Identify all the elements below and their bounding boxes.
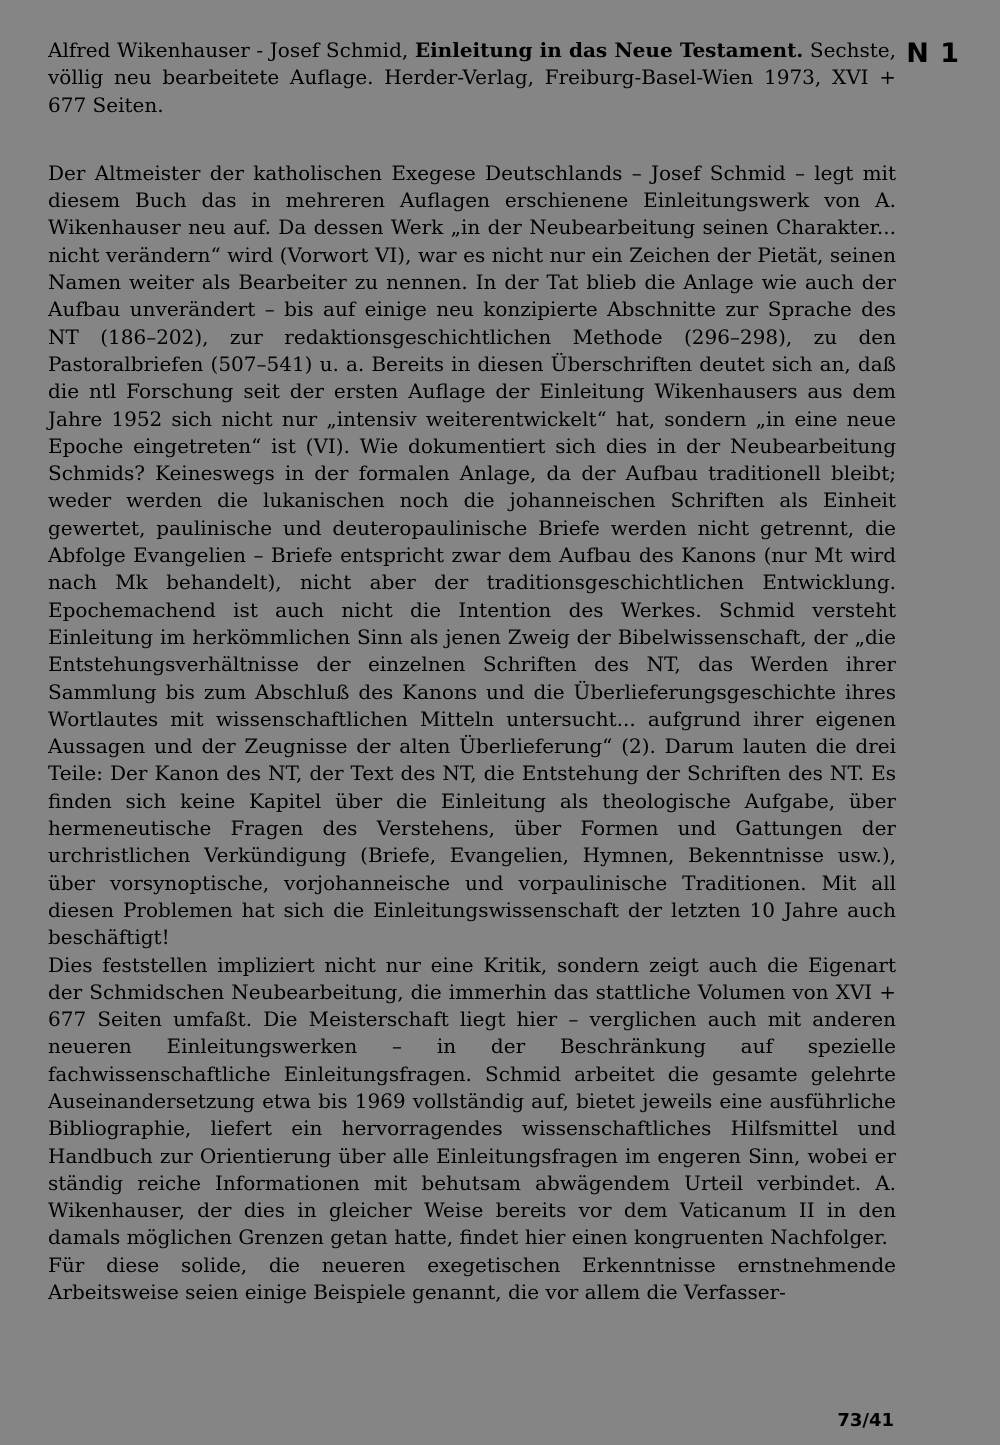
reference-details: Sechste, völlig neu bearbeitete Auflage. Herder-Verlag, Freiburg-Basel-Wien 1973, XVI + 677 Seiten. bbox=[48, 38, 896, 117]
section-mark: N 1 bbox=[906, 38, 960, 69]
page-number: 73/41 bbox=[837, 1410, 894, 1431]
review-body bbox=[48, 37, 896, 1306]
reference-authors: Alfred Wikenhauser - Josef Schmid, bbox=[48, 38, 415, 62]
paragraph: Dies feststellen impliziert nicht nur eine Kritik, sondern zeigt auch die Eigenart der Schmidschen Neubearbeitung, die immerhin das stattliche Volumen von XVI + 677 Seiten umfaßt. Die Meisterschaft liegt hier – verglichen auch mit anderen neueren Einleitungswerken – in der Beschränkung auf spezielle fachwissenschaftliche Einleitungsfragen. Schmid arbeitet die gesamte gelehrte Auseinandersetzung etwa bis 1969 vollständig auf, bietet jeweils eine ausführliche Bibliographie, liefert ein hervorragendes wissenschaftliches Hilfsmittel und Handbuch zur Orientierung über alle Einleitungsfragen im engeren Sinn, wobei er ständig reiche Informationen mit behutsam abwägendem Urteil verbindet. A. Wikenhauser, der dies in gleicher Weise bereits vor dem Vaticanum II in den damals möglichen Grenzen getan hatte, findet hier einen kongruenten Nachfolger. bbox=[48, 952, 896, 1250]
book-reference bbox=[48, 37, 896, 119]
paragraph: Der Altmeister der katholischen Exegese Deutschlands – Josef Schmid – legt mit diesem Buch das in mehreren Auflagen erschienene Einleitungswerk von A. Wikenhauser neu auf. Da dessen Werk „in der Neubearbeitung seinen Charakter... nicht verändern“ wird (Vorwort VI), war es nicht nur ein Zeichen der Pietät, seinen Namen weiter als Bearbeiter zu nennen. In der Tat blieb die Anlage wie auch der Aufbau unverändert – bis auf einige neu konzipierte Abschnitte zur Sprache des NT (186–202), zur redaktionsgeschichtlichen Methode (296–298), zu den Pastoralbriefen (507–541) u. a. Bereits in diesen Überschriften deutet sich an, daß die ntl Forschung seit der ersten Auflage der Einleitung Wikenhausers aus dem Jahre 1952 sich nicht nur „intensiv weiterentwickelt“ hat, sondern „in eine neue Epoche eingetreten“ ist (VI). Wie dokumentiert sich dies in der Neubearbeitung Schmids? Keineswegs in der formalen Anlage, da der Aufbau traditionell bleibt; weder werden die lukanischen noch die johanneischen Schriften als Einheit gewertet, paulinische und deuteropaulinische Briefe werden nicht getrennt, die Abfolge Evangelien – Briefe entspricht zwar dem Aufbau des Kanons (nur Mt wird nach Mk behandelt), nicht aber der traditionsgeschichtlichen Entwicklung. Epochemachend ist auch nicht die Intention des Werkes. Schmid versteht Einleitung im herkömmlichen Sinn als jenen Zweig der Bibelwissenschaft, der „die Entstehungsverhältnisse der einzelnen Schriften des NT, das Werden ihrer Sammlung bis zum Abschluß des Kanons und die Überlieferungsgeschichte ihres Wortlautes mit wissenschaftlichen Mitteln untersucht... aufgrund ihrer eigenen Aussagen und der Zeugnisse der alten Überlieferung“ (2). Darum lauten die drei Teile: Der Kanon des NT, der Text des NT, die Entstehung der Schriften des NT. Es finden sich keine Kapitel über die Einleitung als theologische Aufgabe, über hermeneutische Fragen des Verstehens, über Formen und Gattungen der urchristlichen Verkündigung (Briefe, Evangelien, Hymnen, Bekenntnisse usw.), über vorsynoptische, vorjohanneische und vorpaulinische Traditionen. Mit all diesen Problemen hat sich die Einleitungswissenschaft der letzten 10 Jahre auch beschäftigt! bbox=[48, 160, 896, 950]
reference-title: Einleitung in das Neue Testament. bbox=[414, 38, 804, 62]
paragraph: Für diese solide, die neueren exegetischen Erkenntnisse ernstnehmende Arbeitsweise seien einige Beispiele genannt, die vor allem die Verfasser- bbox=[48, 1252, 896, 1305]
